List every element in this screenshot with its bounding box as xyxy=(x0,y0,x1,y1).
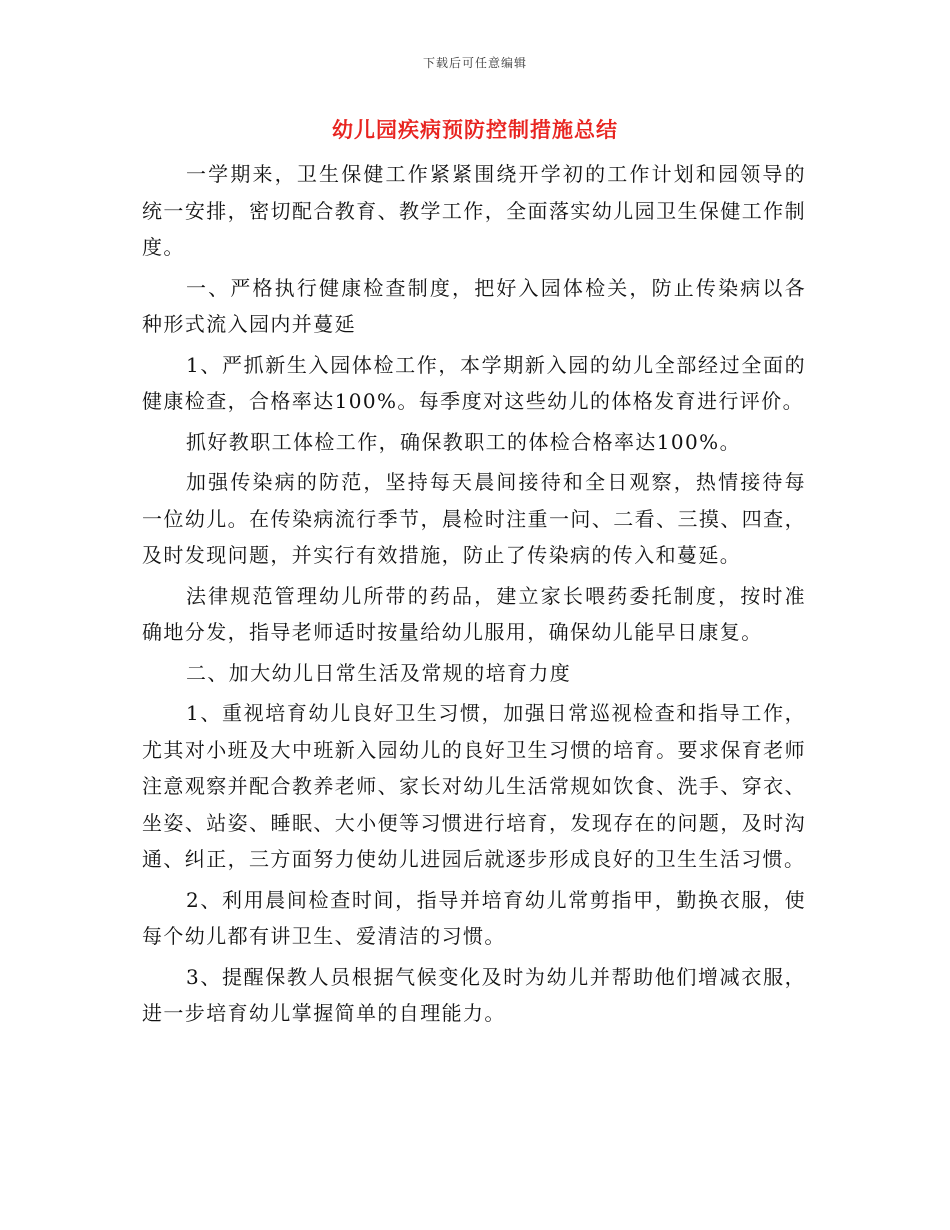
section-heading-1: 一、严格执行健康检查制度，把好入园体检关，防止传染病以各种形式流入园内并蔓延 xyxy=(142,275,806,336)
paragraph-item: 1、重视培育幼儿良好卫生习惯，加强日常巡视检查和指导工作，尤其对小班及大中班新入园幼儿的良好卫生习惯的培育。要求保育老师注意观察并配合教养老师、家长对幼儿生活常规如饮食、洗手、穿衣、坐姿、站姿、睡眠、大小便等习惯进行培育，发现存在的问题，及时沟通、纠正，三方面努力使幼儿进园后就逐步形成良好的卫生生活习惯。 xyxy=(142,701,806,871)
paragraph-item: 2、利用晨间检查时间，指导并培育幼儿常剪指甲，勤换衣服，使每个幼儿都有讲卫生、爱清洁的习惯。 xyxy=(142,887,806,948)
paragraph-intro: 一学期来，卫生保健工作紧紧围绕开学初的工作计划和园领导的统一安排，密切配合教育、教学工作，全面落实幼儿园卫生保健工作制度。 xyxy=(142,162,806,259)
document-title: 幼儿园疾病预防控制措施总结 xyxy=(332,117,618,142)
paragraph-item: 抓好教职工体检工作，确保教职工的体检合格率达100%。 xyxy=(186,429,741,454)
paragraph-item: 3、提醒保教人员根据气候变化及时为幼儿并帮助他们增减衣服，进一步培育幼儿掌握简单的自理能力。 xyxy=(142,964,806,1025)
section-heading-2: 二、加大幼儿日常生活及常规的培育力度 xyxy=(186,660,572,685)
paragraph-item: 加强传染病的防范，坚持每天晨间接待和全日观察，热情接待每一位幼儿。在传染病流行季节，晨检时注重一问、二看、三摸、四查，及时发现问题，并实行有效措施，防止了传染病的传入和蔓延。 xyxy=(142,470,806,567)
paragraph-item: 法律规范管理幼儿所带的药品，建立家长喂药委托制度，按时准确地分发，指导老师适时按量给幼儿服用，确保幼儿能早日康复。 xyxy=(142,583,806,644)
header-note: 下载后可任意编辑 xyxy=(422,56,527,70)
document-body xyxy=(142,156,806,1036)
paragraph-item: 1、严抓新生入园体检工作，本学期新入园的幼儿全部经过全面的健康检查，合格率达100%。每季度对这些幼儿的体格发育进行评价。 xyxy=(142,352,806,413)
